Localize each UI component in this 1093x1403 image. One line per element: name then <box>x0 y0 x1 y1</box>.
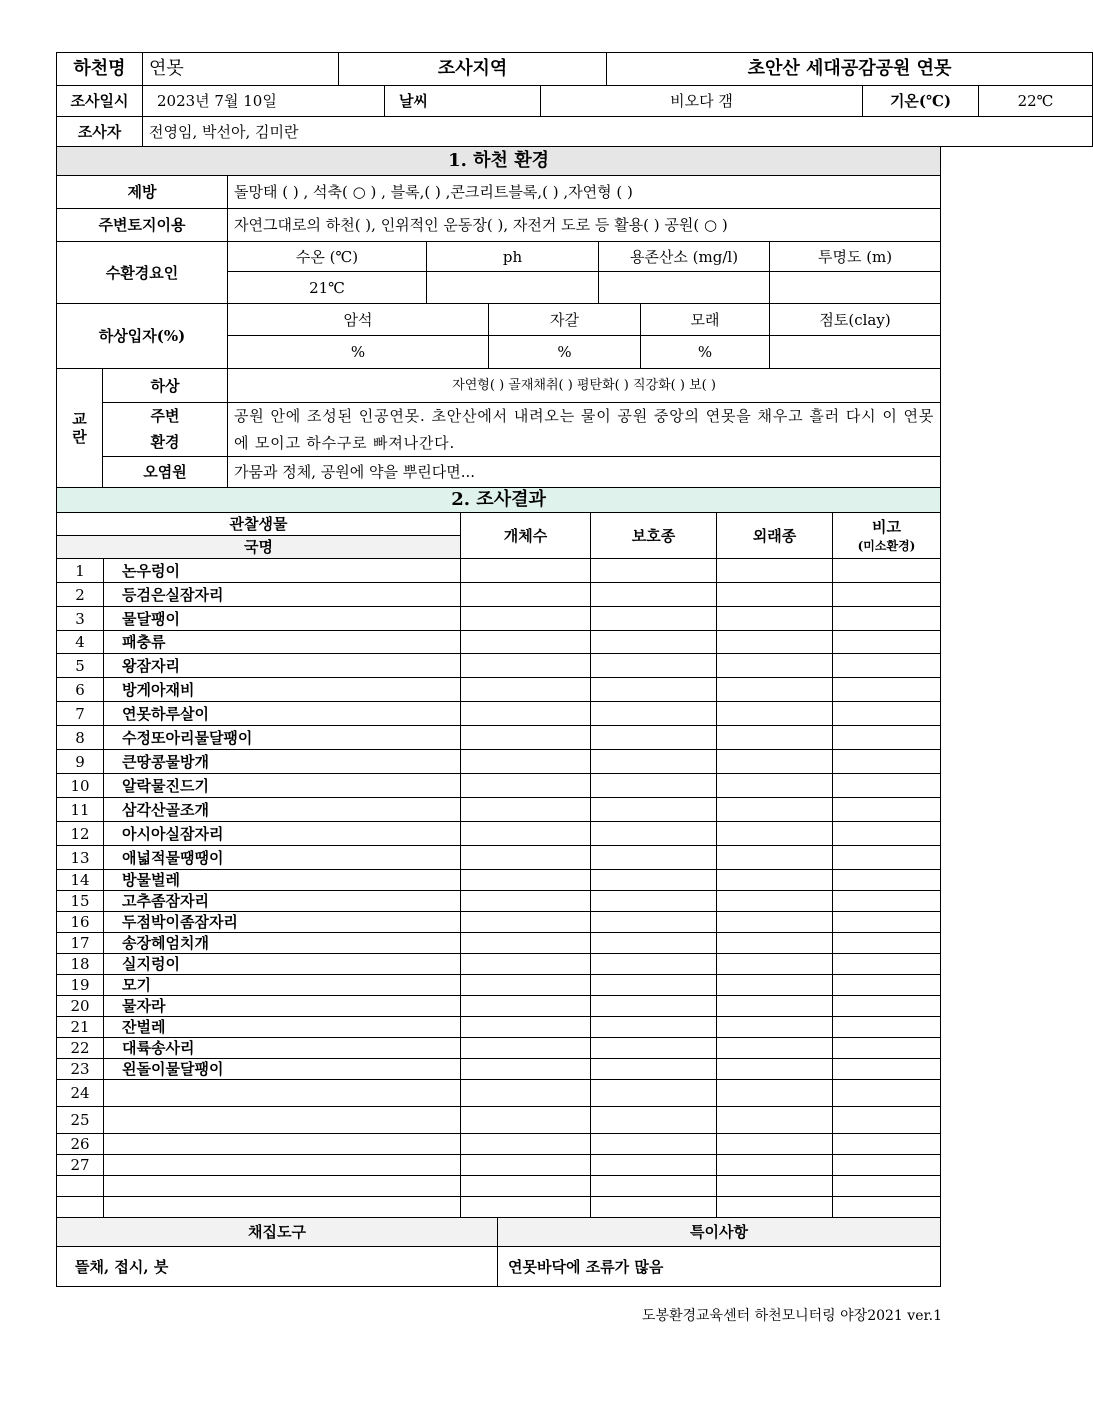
table-row <box>57 1038 941 1059</box>
note-cell <box>833 750 941 774</box>
note-cell <box>833 654 941 678</box>
foreign-cell <box>717 846 833 870</box>
count-cell <box>461 678 591 702</box>
protected-cell <box>591 1155 717 1176</box>
protected-cell <box>591 822 717 846</box>
note-cell <box>833 774 941 798</box>
note-cell <box>833 975 941 996</box>
species-name: 실지렁이 <box>104 954 461 975</box>
species-name: 논우렁이 <box>104 559 461 583</box>
count-cell <box>461 559 591 583</box>
water-header-transparency: 투명도 (m) <box>770 242 941 272</box>
embankment-label: 제방 <box>57 176 228 209</box>
foreign-cell <box>717 583 833 607</box>
table-row <box>57 1017 941 1038</box>
row-number: 22 <box>57 1038 104 1059</box>
table-row <box>57 996 941 1017</box>
protected-cell <box>591 891 717 912</box>
species-name: 수정또아리물달팽이 <box>104 726 461 750</box>
protected-cell <box>591 631 717 654</box>
row-number: 14 <box>57 870 104 891</box>
note-cell <box>833 1080 941 1107</box>
species-name: 송장헤엄치개 <box>104 933 461 954</box>
note-cell <box>833 678 941 702</box>
species-name <box>104 1155 461 1176</box>
table-row <box>57 1155 941 1176</box>
foreign-cell <box>717 1155 833 1176</box>
row-number <box>57 1197 104 1218</box>
special-notes-value: 연못바닥에 조류가 많음 <box>498 1247 941 1287</box>
row-number: 19 <box>57 975 104 996</box>
surroundings-label <box>103 403 228 457</box>
species-name: 물자라 <box>104 996 461 1017</box>
protected-cell <box>591 583 717 607</box>
count-cell <box>461 891 591 912</box>
note-cell <box>833 846 941 870</box>
species-name: 모기 <box>104 975 461 996</box>
water-factor-label: 수환경요인 <box>57 242 228 304</box>
table-row <box>57 870 941 891</box>
row-number: 10 <box>57 774 104 798</box>
table-row <box>57 933 941 954</box>
count-cell <box>461 702 591 726</box>
foreign-cell <box>717 891 833 912</box>
note-header-label: 비고 <box>872 518 901 537</box>
substrate-header-gravel: 자갈 <box>489 304 641 336</box>
count-cell <box>461 996 591 1017</box>
temperature-value: 22℃ <box>979 86 1093 117</box>
foreign-cell <box>717 912 833 933</box>
row-number: 23 <box>57 1059 104 1080</box>
protected-cell <box>591 798 717 822</box>
note-cell <box>833 1134 941 1155</box>
table-row <box>57 1059 941 1080</box>
substrate-label: 하상입자(%) <box>57 304 228 369</box>
substrate-header-clay: 점토(clay) <box>770 304 941 336</box>
foreign-cell <box>717 1176 833 1197</box>
riverbed-value: 자연형( ) 골재채취( ) 평탄화( ) 직강화( ) 보( ) <box>228 369 941 403</box>
note-header <box>833 513 941 559</box>
land-use-label: 주변토지이용 <box>57 209 228 242</box>
species-name: 잔벌레 <box>104 1017 461 1038</box>
species-name: 방게아재비 <box>104 678 461 702</box>
protected-header: 보호종 <box>591 513 717 559</box>
row-number: 17 <box>57 933 104 954</box>
row-number: 27 <box>57 1155 104 1176</box>
count-cell <box>461 1080 591 1107</box>
water-value-ph <box>427 272 599 304</box>
table-row <box>57 1107 941 1134</box>
row-number: 3 <box>57 607 104 631</box>
species-name <box>104 1107 461 1134</box>
protected-cell <box>591 1059 717 1080</box>
species-name: 두점박이좀잠자리 <box>104 912 461 933</box>
observed-organisms-label: 관찰생물 <box>57 513 461 536</box>
table-row <box>57 1134 941 1155</box>
row-number: 11 <box>57 798 104 822</box>
note-cell <box>833 996 941 1017</box>
river-name-label: 하천명 <box>57 53 143 86</box>
species-name: 삼각산골조개 <box>104 798 461 822</box>
row-number: 1 <box>57 559 104 583</box>
water-value-temp: 21℃ <box>228 272 427 304</box>
foreign-cell <box>717 750 833 774</box>
note-cell <box>833 559 941 583</box>
foreign-cell <box>717 1059 833 1080</box>
substrate-header-sand: 모래 <box>641 304 770 336</box>
note-cell <box>833 1176 941 1197</box>
note-cell <box>833 631 941 654</box>
korean-name-header: 국명 <box>57 536 461 559</box>
count-cell <box>461 1017 591 1038</box>
protected-cell <box>591 726 717 750</box>
species-name: 고추좀잠자리 <box>104 891 461 912</box>
foreign-cell <box>717 774 833 798</box>
survey-date-value: 2023년 7월 10일 <box>143 86 385 117</box>
table-row <box>57 654 941 678</box>
table-row <box>57 1080 941 1107</box>
table-row <box>57 607 941 631</box>
surveyor-label: 조사자 <box>57 117 143 147</box>
table-row <box>57 631 941 654</box>
water-header-do: 용존산소 (mg/l) <box>599 242 770 272</box>
count-cell <box>461 846 591 870</box>
surroundings-label-line2: 환경 <box>150 432 180 451</box>
count-cell <box>461 870 591 891</box>
protected-cell <box>591 678 717 702</box>
foreign-cell <box>717 870 833 891</box>
row-number: 25 <box>57 1107 104 1134</box>
row-number <box>57 1176 104 1197</box>
land-use-value: 자연그대로의 하천( ), 인위적인 운동장( ), 자전거 도로 등 활용( ) 공원( ○ ) <box>228 209 941 242</box>
table-row <box>57 726 941 750</box>
note-header-sub: (미소환경) <box>857 538 916 553</box>
count-cell <box>461 1059 591 1080</box>
special-notes-label: 특이사항 <box>498 1218 941 1247</box>
weather-value: 비오다 갬 <box>541 86 863 117</box>
table-row <box>57 912 941 933</box>
foreign-cell <box>717 1197 833 1218</box>
species-name <box>104 1176 461 1197</box>
water-header-ph: ph <box>427 242 599 272</box>
row-number: 2 <box>57 583 104 607</box>
table-row <box>57 774 941 798</box>
surveyor-value: 전영임, 박선아, 김미란 <box>143 117 1093 147</box>
protected-cell <box>591 870 717 891</box>
protected-cell <box>591 975 717 996</box>
protected-cell <box>591 954 717 975</box>
protected-cell <box>591 996 717 1017</box>
table-row <box>57 583 941 607</box>
table-row <box>57 891 941 912</box>
water-value-do <box>599 272 770 304</box>
note-cell <box>833 702 941 726</box>
results-table <box>56 512 941 1218</box>
foreign-header: 외래종 <box>717 513 833 559</box>
row-number: 26 <box>57 1134 104 1155</box>
foreign-cell <box>717 798 833 822</box>
row-number: 13 <box>57 846 104 870</box>
table-row <box>57 975 941 996</box>
water-value-transparency <box>770 272 941 304</box>
species-name: 아시아실잠자리 <box>104 822 461 846</box>
note-cell <box>833 1038 941 1059</box>
note-cell <box>833 954 941 975</box>
row-number: 8 <box>57 726 104 750</box>
foreign-cell <box>717 1080 833 1107</box>
river-environment-table <box>56 146 941 513</box>
substrate-value-clay <box>770 336 941 369</box>
table-row <box>57 846 941 870</box>
protected-cell <box>591 1038 717 1059</box>
foreign-cell <box>717 631 833 654</box>
table-row <box>57 954 941 975</box>
table-row <box>57 678 941 702</box>
foreign-cell <box>717 822 833 846</box>
foreign-cell <box>717 1017 833 1038</box>
note-cell <box>833 1155 941 1176</box>
species-name: 등검은실잠자리 <box>104 583 461 607</box>
note-cell <box>833 798 941 822</box>
table-row <box>57 822 941 846</box>
count-cell <box>461 933 591 954</box>
foreign-cell <box>717 1107 833 1134</box>
disturbance-label <box>57 369 103 488</box>
count-cell <box>461 912 591 933</box>
table-row <box>57 798 941 822</box>
surroundings-value: 공원 안에 조성된 인공연못. 초안산에서 내려오는 물이 공원 중앙의 연못을 채우고 흘러 다시 이 연못에 모이고 하수구로 빠져나간다. <box>228 403 941 457</box>
header-table <box>56 52 1093 147</box>
count-cell <box>461 975 591 996</box>
row-number: 21 <box>57 1017 104 1038</box>
count-cell <box>461 654 591 678</box>
weather-label: 날씨 <box>385 86 541 117</box>
table-row <box>57 1176 941 1197</box>
note-cell <box>833 822 941 846</box>
row-number: 9 <box>57 750 104 774</box>
protected-cell <box>591 702 717 726</box>
row-number: 18 <box>57 954 104 975</box>
substrate-value-rock: % <box>228 336 489 369</box>
protected-cell <box>591 1017 717 1038</box>
riverbed-label: 하상 <box>103 369 228 403</box>
footer-version-note: 도봉환경교육센터 하천모니터링 야장2021 ver.1 <box>641 1308 942 1324</box>
foreign-cell <box>717 975 833 996</box>
count-cell <box>461 631 591 654</box>
row-number: 16 <box>57 912 104 933</box>
table-row <box>57 750 941 774</box>
foreign-cell <box>717 654 833 678</box>
foreign-cell <box>717 559 833 583</box>
note-cell <box>833 583 941 607</box>
protected-cell <box>591 1197 717 1218</box>
row-number: 12 <box>57 822 104 846</box>
species-name: 큰땅콩물방개 <box>104 750 461 774</box>
species-name <box>104 1134 461 1155</box>
protected-cell <box>591 912 717 933</box>
survey-form <box>56 52 1054 1287</box>
species-name: 애넓적물땡땡이 <box>104 846 461 870</box>
protected-cell <box>591 559 717 583</box>
section-1-title: 1. 하천 환경 <box>57 147 941 176</box>
count-cell <box>461 798 591 822</box>
pollution-label: 오염원 <box>103 457 228 488</box>
note-cell <box>833 933 941 954</box>
count-cell <box>461 726 591 750</box>
species-name: 패충류 <box>104 631 461 654</box>
protected-cell <box>591 654 717 678</box>
note-cell <box>833 912 941 933</box>
count-cell <box>461 750 591 774</box>
row-number: 6 <box>57 678 104 702</box>
note-cell <box>833 726 941 750</box>
surroundings-label-line1: 주변 <box>150 407 180 425</box>
foreign-cell <box>717 933 833 954</box>
foreign-cell <box>717 996 833 1017</box>
foreign-cell <box>717 678 833 702</box>
temperature-label: 기온(℃) <box>863 86 979 117</box>
species-name: 왕잠자리 <box>104 654 461 678</box>
count-cell <box>461 1107 591 1134</box>
species-name: 알락물진드기 <box>104 774 461 798</box>
protected-cell <box>591 933 717 954</box>
row-number: 20 <box>57 996 104 1017</box>
survey-area-value: 초안산 세대공감공원 연못 <box>607 53 1093 86</box>
species-name: 물달팽이 <box>104 607 461 631</box>
substrate-value-gravel: % <box>489 336 641 369</box>
row-number: 24 <box>57 1080 104 1107</box>
row-number: 15 <box>57 891 104 912</box>
table-row <box>57 559 941 583</box>
species-name: 왼돌이물달팽이 <box>104 1059 461 1080</box>
row-number: 7 <box>57 702 104 726</box>
note-cell <box>833 607 941 631</box>
pollution-value: 가뭄과 정체, 공원에 약을 뿌린다면... <box>228 457 941 488</box>
foreign-cell <box>717 702 833 726</box>
survey-area-label: 조사지역 <box>339 53 607 86</box>
species-name: 방물벌레 <box>104 870 461 891</box>
embankment-value: 돌망태 ( ) , 석축( ○ ) , 블록,( ) ,콘크리트블록,( ) ,자연형 ( ) <box>228 176 941 209</box>
protected-cell <box>591 1134 717 1155</box>
foreign-cell <box>717 954 833 975</box>
count-cell <box>461 1038 591 1059</box>
protected-cell <box>591 846 717 870</box>
count-cell <box>461 1155 591 1176</box>
row-number: 4 <box>57 631 104 654</box>
foreign-cell <box>717 1134 833 1155</box>
protected-cell <box>591 774 717 798</box>
substrate-header-rock: 암석 <box>228 304 489 336</box>
count-cell <box>461 607 591 631</box>
count-cell <box>461 583 591 607</box>
foreign-cell <box>717 607 833 631</box>
count-header: 개체수 <box>461 513 591 559</box>
note-cell <box>833 870 941 891</box>
protected-cell <box>591 1080 717 1107</box>
row-number: 5 <box>57 654 104 678</box>
protected-cell <box>591 750 717 774</box>
survey-date-label: 조사일시 <box>57 86 143 117</box>
count-cell <box>461 1134 591 1155</box>
section-2-title: 2. 조사결과 <box>57 488 941 513</box>
species-name <box>104 1080 461 1107</box>
species-name: 대륙송사리 <box>104 1038 461 1059</box>
tools-label: 채집도구 <box>57 1218 498 1247</box>
protected-cell <box>591 1107 717 1134</box>
disturbance-label-text: 교란 <box>72 410 87 446</box>
tools-value: 뜰채, 접시, 붓 <box>57 1247 498 1287</box>
table-row <box>57 1197 941 1218</box>
count-cell <box>461 1197 591 1218</box>
species-name <box>104 1197 461 1218</box>
note-cell <box>833 891 941 912</box>
protected-cell <box>591 607 717 631</box>
count-cell <box>461 822 591 846</box>
water-header-temp: 수온 (℃) <box>228 242 427 272</box>
table-row <box>57 702 941 726</box>
substrate-value-sand: % <box>641 336 770 369</box>
count-cell <box>461 774 591 798</box>
species-name: 연못하루살이 <box>104 702 461 726</box>
foreign-cell <box>717 726 833 750</box>
note-cell <box>833 1059 941 1080</box>
note-cell <box>833 1017 941 1038</box>
protected-cell <box>591 1176 717 1197</box>
count-cell <box>461 954 591 975</box>
note-cell <box>833 1197 941 1218</box>
note-cell <box>833 1107 941 1134</box>
bottom-table <box>56 1217 941 1287</box>
river-name-value: 연못 <box>143 53 339 86</box>
count-cell <box>461 1176 591 1197</box>
foreign-cell <box>717 1038 833 1059</box>
